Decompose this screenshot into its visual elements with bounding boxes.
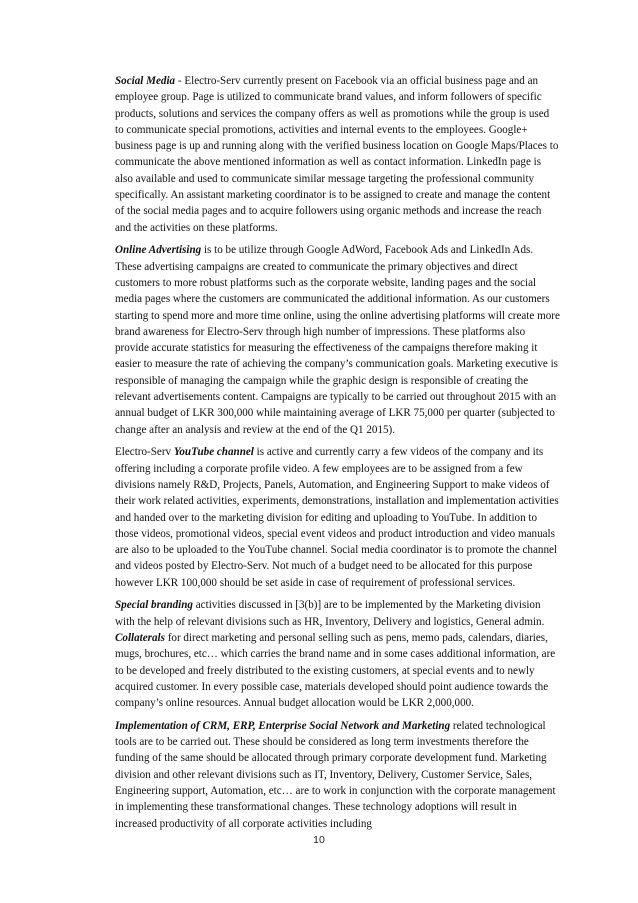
collaterals-heading: Collaterals — [115, 631, 165, 644]
youtube-channel-text: is active and currently carry a few videos of the company and its offering including a corporate profile video. A few employees are to be assigned from a few divisions namely R&D, Projects, Panels, Automation, and Engineering Support to make videos of their work related activities, experiments, demonstrations, installation and implementation activities and handed over to the marketing division for editing and uploading to YouTube. In addition to those videos, promotional videos, special event videos and product introduction and video manuals are also to be uploaded to the YouTube channel. Social media coordinator is to promote the channel and videos posted by Electro-Serv. Not much of a budget need to be allocated for this purpose however LKR 100,000 should be set aside in case of requirement of professional services. — [115, 446, 559, 589]
online-advertising-text: is to be utilize through Google AdWord, Facebook Ads and LinkedIn Ads. These advertising campaigns are created to communicate the primary objectives and direct customers to more robust platforms such as the corporate website, landing pages and the social media pages where the customers are communicated the additional information. As our customers starting to spend more and more time online, using the online advertising platforms will create more brand awareness for Electro-Serv through high number of impressions. These platforms also provide accurate statistics for measuring the effectiveness of the campaigns therefore making it easier to measure the rate of achieving the company’s communication goals. Marketing executive is responsible of managing the campaign while the graphic design is responsible of creating the relevant advertisements content. Campaigns are typically to be carried out throughout 2015 with an annual budget of LKR 300,000 while maintaining average of LKR 75,000 per quarter (subjected to change after an analysis and review at the end of the Q1 2015). — [115, 244, 560, 436]
special-branding-heading: Special branding — [115, 599, 193, 612]
implementation-heading: Implementation of CRM, ERP, Enterprise Social Network and Marketing — [115, 719, 451, 732]
paragraph-implementation — [115, 718, 560, 832]
paragraph-youtube-channel — [115, 444, 560, 591]
paragraph-online-advertising — [115, 242, 560, 438]
page-number: 10 — [313, 834, 325, 846]
collaterals-text: for direct marketing and personal selling such as pens, memo pads, calendars, diaries, mugs, brochures, etc… which carries the brand name and in some cases additional information, are to be developed and freely distributed to the existing customers, at special events and to newly acquired customer. In every possible case, materials developed should point audience towards the company’s online resources. Annual budget allocation would be LKR 2,000,000. — [115, 631, 556, 710]
social-media-heading: Social Media — [115, 75, 176, 87]
social-media-text: - Electro-Serv currently present on Facebook via an official business page and an employee group. Page is utilized to communicate brand values, and inform followers of specific products, solutions and services the company offers as well as promotions while the group is used to communicate special promotions, activities and internal events to the employees. Google+ business page is up and running along with the verified business location on Google Maps/Places to communicate the above mentioned information as well as contact information. LinkedIn page is also available and used to communicate similar message targeting the professional community specifically. An assistant marketing coordinator is to be assigned to create and manage the content of the social media pages and to acquire followers using organic methods and increase the reach and the activities on these platforms. — [115, 75, 559, 234]
paragraph-special-branding — [115, 597, 560, 711]
implementation-text: related technological tools are to be carried out. These should be considered as long term investments therefore the funding of the same should be allocated through primary corporate development fund. Marketing division and other relevant divisions such as IT, Inventory, Delivery, Customer Service, Sales, Engineering support, Automation, etc… are to work in conjunction with the corporate management in implementing these transformational changes. These technology adoptions will result in increased productivity of all corporate activities including — [115, 719, 556, 830]
online-advertising-heading: Online Advertising — [115, 244, 202, 257]
special-branding-text: activities discussed in [3(b)] are to be implemented by the Marketing division with the help of relevant divisions such as HR, Inventory, Delivery and logistics, General admin. — [115, 599, 545, 628]
youtube-intro-text: Electro-Serv — [115, 446, 174, 459]
document-body — [115, 73, 560, 838]
paragraph-social-media — [115, 73, 560, 236]
youtube-channel-heading: YouTube channel — [173, 446, 254, 459]
